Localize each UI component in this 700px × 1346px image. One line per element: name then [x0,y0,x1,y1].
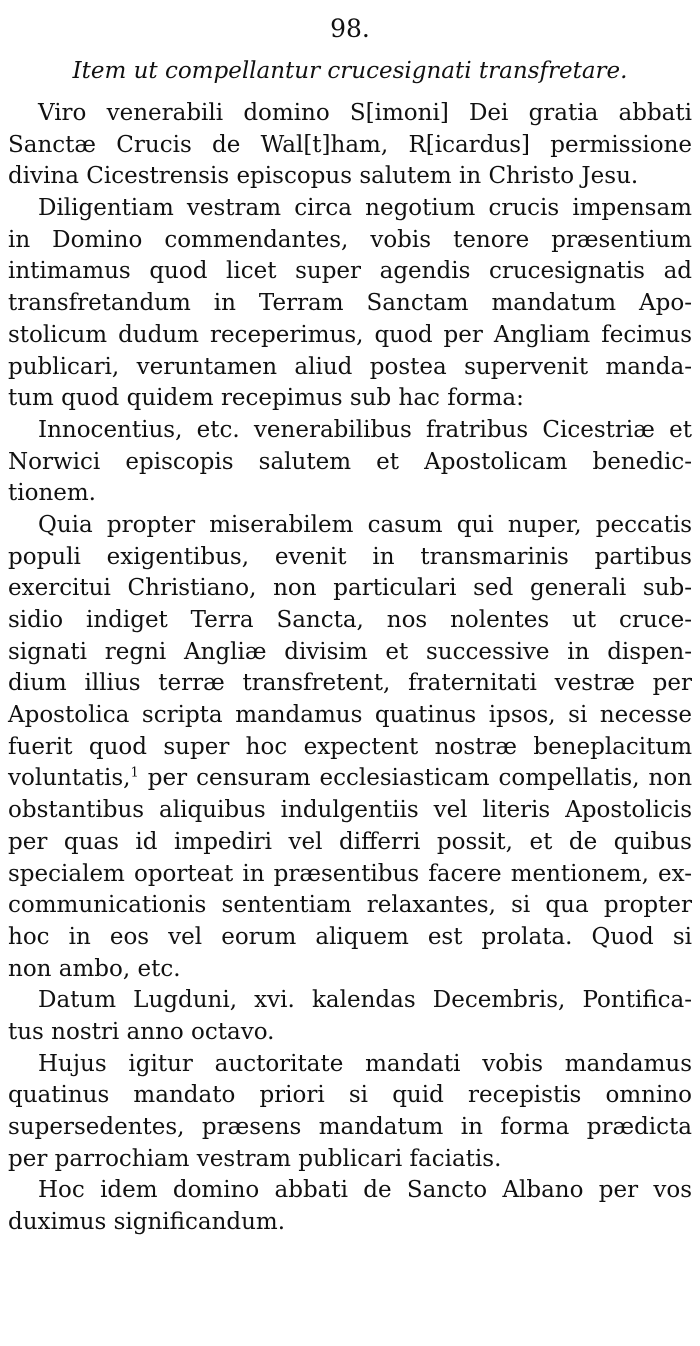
footnote-marker: 1 [130,765,139,781]
text-line: exercitui Christiano, non particulari sed generali sub- [8,575,692,602]
paragraph-commendation [8,193,692,415]
text-line: transfretandum in Terram Sanctam mandatum Apo- [8,290,692,317]
text-line: Hujus igitur auctoritate mandati vobis mandamus [38,1050,692,1077]
text-line: stolicum dudum receperimus, quod per Angliam fecimus [8,321,692,348]
text-line: signati regni Angliæ divisim et successive in dispen- [8,638,692,665]
text-line: specialem oporteat in præsentibus facere mentionem, ex- [8,860,692,887]
text-line: per quas id impediri vel differri possit, et de quibus [8,828,692,855]
text-line: supersedentes, præsens mandatum in forma prædicta [8,1114,692,1140]
paragraph-closing [8,1175,692,1238]
paragraph-dating [8,985,692,1048]
text-line: tum quod quidem recepimus sub hac forma: [8,385,524,412]
text-line: non ambo, etc. [8,955,181,982]
text-line: obstantibus aliquibus indulgentiis vel literis Apostolicis [8,797,692,824]
paragraph-instruction [8,1049,692,1176]
text-line: Norwici episcopis salutem et Apostolicam benedic- [8,448,692,475]
text-line: quatinus mandato priori si quid recepistis omnino [8,1082,692,1109]
text-line-with-footnote [8,763,692,795]
text-fragment: voluntatis, [8,765,131,792]
text-line: divina Cicestrensis episcopus salutem in Christo Jesu. [8,163,639,190]
document-page [8,14,692,1239]
text-line: Hoc idem domino abbati de Sancto Albano per vos [38,1177,692,1204]
text-line: Datum Lugduni, xvi. kalendas Decembris, Pontifica- [38,987,692,1014]
text-line: fuerit quod super hoc expectent nostræ beneplacitum [8,733,692,760]
paragraph-papal-greeting [8,415,692,510]
text-line: Viro venerabili domino S[imoni] Dei gratia abbati [38,100,692,126]
document-title: Item ut compellantur crucesignati transfretare. [72,58,628,84]
text-line: duximus significandum. [8,1209,286,1236]
text-line: Innocentius, etc. venerabilibus fratribus Cicestriæ et [38,416,692,443]
text-line: populi exigentibus, evenit in transmarinis partibus [8,543,692,570]
text-line: in Domino commendantes, vobis tenore præsentium [8,226,692,253]
page-number: 98. [330,14,370,43]
paragraph-papal-mandate [8,510,692,985]
text-line: publicari, veruntamen aliud postea supervenit manda- [8,353,692,380]
text-line: Diligentiam vestram circa negotium crucis impensam [38,195,692,222]
text-line: hoc in eos vel eorum aliquem est prolata. Quod si [8,923,692,950]
text-line: tionem. [8,480,96,507]
text-line: intimamus quod licet super agendis crucesignatis ad [8,258,692,285]
text-line: tus nostri anno octavo. [8,1018,275,1045]
text-line: communicationis sententiam relaxantes, si qua propter [8,892,692,919]
text-line: per parrochiam vestram publicari faciatis. [8,1145,502,1172]
paragraph-salutation [8,98,692,193]
text-line: Sanctæ Crucis de Wal[t]ham, R[icardus] permissione [8,131,692,158]
text-line: sidio indiget Terra Sancta, nos nolentes ut cruce- [8,607,692,633]
text-line: Quia propter miserabilem casum qui nuper, peccatis [38,511,692,538]
text-fragment: per censuram ecclesiasticam compellatis, non [147,765,693,792]
text-line: Apostolica scripta mandamus quatinus ipsos, si necesse [8,702,692,729]
text-line: dium illius terræ transfretent, fraternitati vestræ per [8,670,692,697]
